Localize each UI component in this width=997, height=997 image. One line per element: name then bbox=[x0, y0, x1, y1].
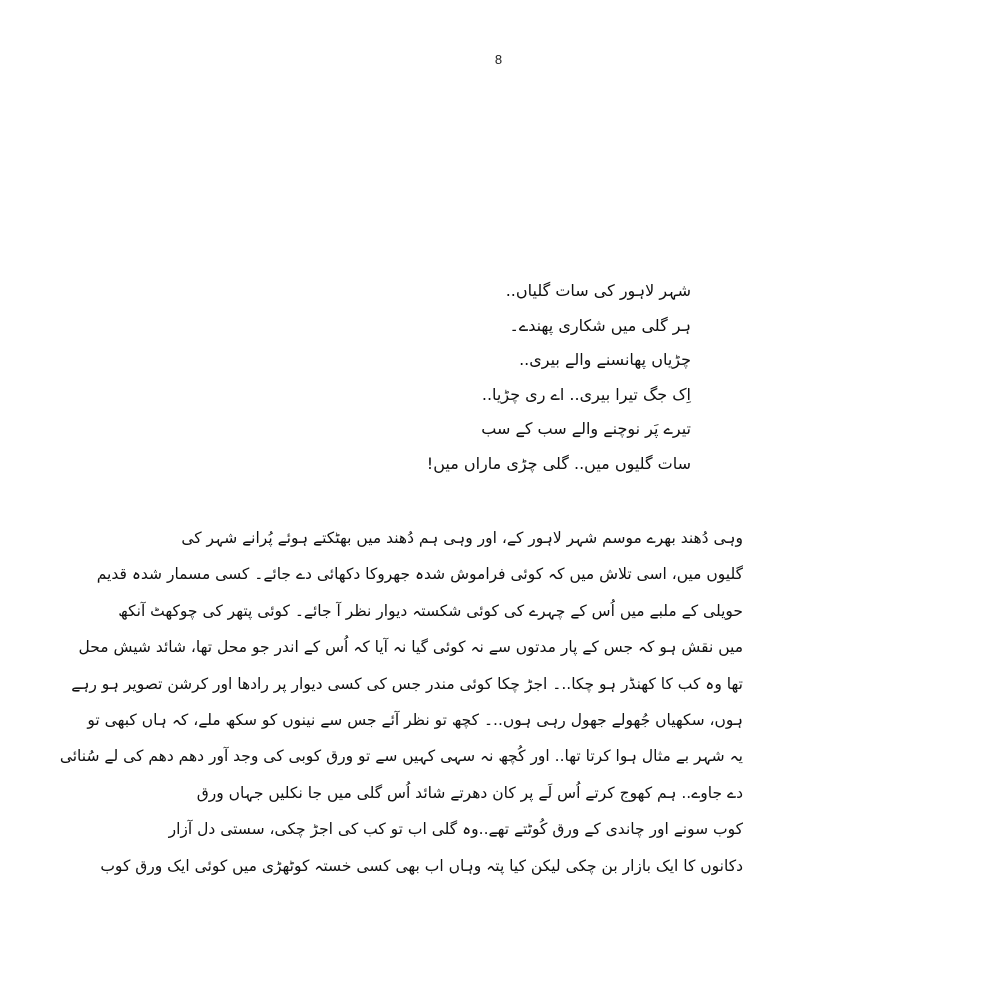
page-number: 8 bbox=[494, 52, 503, 67]
prose-line: گلیوں میں، اسی تلاش میں کہ کوئی فراموش شدہ جھروکا دکھائی دے جائے۔ کسی مسمار شدہ قدیم bbox=[96, 565, 743, 584]
prose-paragraph bbox=[59, 520, 743, 884]
poem-line: تیرے پَر نوچنے والے سب کے سب bbox=[481, 419, 691, 438]
poem-line: شہر لاہور کی سات گلیاں.. bbox=[505, 281, 691, 300]
poem-line: ہر گلی میں شکاری پھندے۔ bbox=[509, 315, 691, 335]
prose-line: دے جاوے.. ہم کھوج کرتے اُس لَے پر کان دھرتے شائد اُس گلی میں جا نکلیں جہاں ورق bbox=[196, 783, 743, 802]
poem-line: سات گلیوں میں.. گلی چڑی ماراں میں! bbox=[426, 453, 691, 473]
prose-line: وہی دُھند بھرے موسم شہر لاہور کے، اور وہی ہم دُھند میں بھٹکتے ہوئے پُرانے شہر کی bbox=[181, 529, 743, 547]
prose-line: میں نقش ہو کہ جس کے پار مدتوں سے نہ کوئی گیا نہ آیا کہ اُس کے اندر جو محل تھا، شائد شیش محل bbox=[78, 638, 743, 657]
poem-line: چڑیاں پھانسنے والے بیری.. bbox=[519, 350, 691, 369]
prose-line: حویلی کے ملبے میں اُس کے چہرے کی کوئی شکستہ دیوار نظر آ جائے۔ کوئی پتھر کی چوکھٹ آنکھ bbox=[118, 601, 743, 620]
prose-line: تھا وہ کب کا کھنڈر ہو چکا..۔ اجڑ چکا کوئی مندر جس کی کسی دیوار پر رادھا اور کرشن تصویر ہو رہے bbox=[71, 674, 743, 693]
prose-line: کوب سونے اور چاندی کے ورق کُوٹتے تھے..وہ گلی اب تو کب کی اجڑ چکی، سستی دل آزار bbox=[168, 820, 743, 839]
prose-line: دکانوں کا ایک بازار بن چکی لیکن کیا پتہ وہاں اب بھی کسی خستہ کوٹھڑی میں کوئی ایک ورق کوب bbox=[100, 856, 743, 875]
poem-line: اِک جگ تیرا بیری.. اے ری چڑیا.. bbox=[481, 384, 691, 404]
prose-line: یہ شہر بے مثال ہوا کرتا تھا.. اور کُچھ نہ سہی کہیں سے تو ورق کوبی کی وجد آور دھم دھم کی لے سُنائی bbox=[59, 747, 743, 766]
poem-stanza bbox=[426, 274, 691, 481]
prose-line: ہوں، سکھیاں جُھولے جھول رہی ہوں..۔ کچھ تو نظر آئے جس سے نینوں کو سکھ ملے، کہ ہاں کبھی تو bbox=[87, 710, 743, 729]
